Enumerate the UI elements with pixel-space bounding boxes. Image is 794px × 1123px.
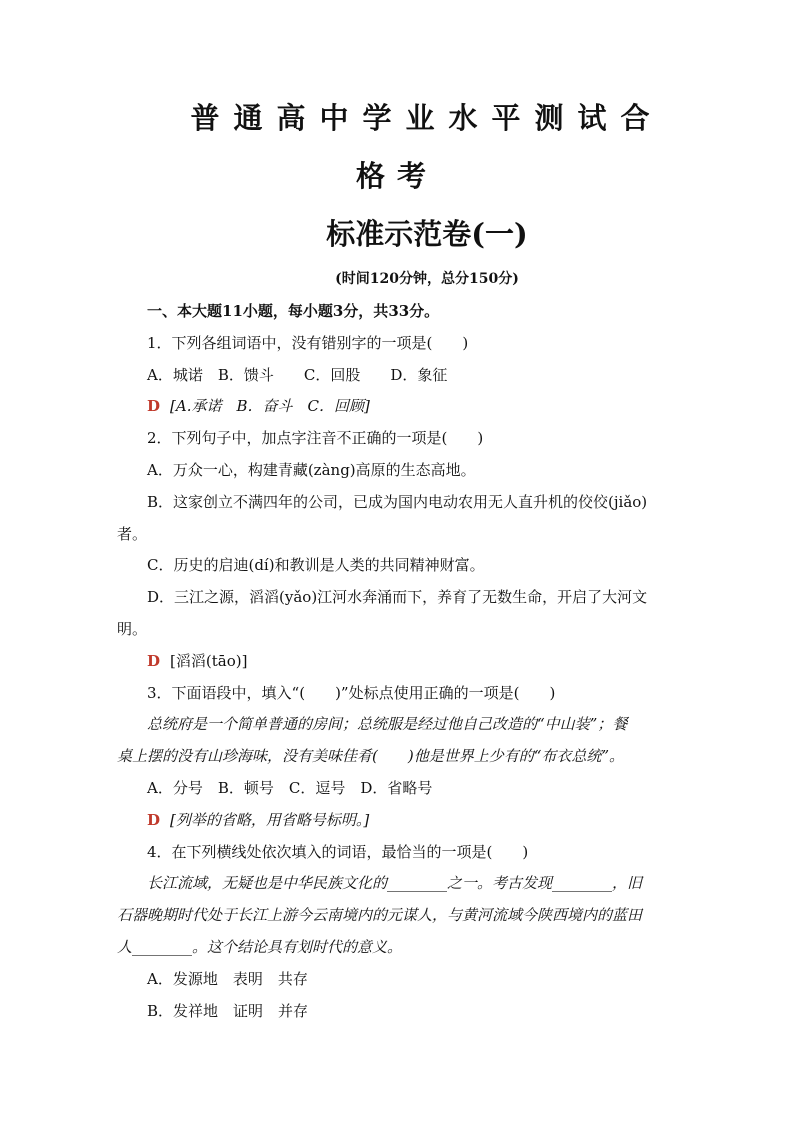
q1-answer-note: [A.承诺 B．奋斗 C．回顾] (170, 397, 370, 416)
q2-option-c: C．历史的启迪(dí)和教训是人类的共同精神财富。 (147, 556, 485, 575)
q3-options: A．分号 B．顿号 C．逗号 D．省略号 (147, 778, 433, 797)
exam-content (117, 296, 682, 1027)
q4-passage-line1: 长江流域，无疑也是中华民族文化的________之一。考古发现________，旧 (147, 874, 643, 893)
q2-answer-note: [滔滔(tāo)] (170, 651, 248, 670)
q4-option-a: A．发源地 表明 共存 (147, 969, 308, 988)
q4-passage-line2: 石器晚期时代处于长江上游今云南境内的元谋人，与黄河流域今陕西境内的蓝田 (117, 906, 643, 925)
section-heading: 一、本大题11小题，每小题3分，共33分。 (147, 302, 440, 320)
q3-passage-line1: 总统府是一个简单普通的房间；总统服是经过他自己改造的“中山装”；餐 (147, 715, 628, 734)
q1-answer-letter: D (147, 397, 161, 416)
q2-answer-letter: D (147, 651, 161, 670)
q2-stem: 2．下列句子中，加点字注音不正确的一项是( ) (147, 429, 484, 448)
q2-option-b-line2: 者。 (117, 524, 148, 543)
q1-answer (117, 391, 682, 423)
q3-passage-line2: 桌上摆的没有山珍海味，没有美味佳肴( )他是世界上少有的“布衣总统”。 (117, 747, 625, 766)
q2-option-d-line2: 明。 (117, 619, 148, 638)
q1-stem: 1．下列各组词语中，没有错别字的一项是( ) (147, 333, 469, 352)
q2-answer (117, 646, 682, 678)
exam-title-line3: 标准示范卷(一) (326, 217, 528, 251)
q2-option-b-line1: B．这家创立不满四年的公司，已成为国内电动农用无人直升机的佼佼(jiǎo) (147, 492, 648, 511)
q3-answer-note: [列举的省略，用省略号标明。] (170, 810, 370, 829)
exam-time-score: (时间120分钟，总分150分) (335, 271, 519, 287)
q4-stem: 4．在下列横线处依次填入的词语，最恰当的一项是( ) (147, 842, 529, 861)
exam-title-line2: 格考 (355, 159, 438, 193)
q4-option-b: B．发祥地 证明 并存 (147, 1001, 309, 1020)
q4-passage-line3: 人________。这个结论具有划时代的意义。 (117, 937, 403, 956)
q2-option-a: A．万众一心，构建青藏(zàng)高原的生态高地。 (147, 460, 476, 479)
q3-answer (117, 805, 682, 837)
q1-options: A．城诺 B．馈斗 C．回股 D．象征 (147, 365, 448, 384)
exam-title-line1: 普通高中学业水平测试合 (190, 101, 664, 135)
q3-answer-letter: D (147, 810, 161, 829)
q2-option-d-line1: D．三江之源，滔滔(yǎo)江河水奔涌而下，养育了无数生命，开启了大河文 (147, 588, 648, 607)
q3-stem: 3．下面语段中，填入“( )”处标点使用正确的一项是( ) (147, 683, 556, 702)
